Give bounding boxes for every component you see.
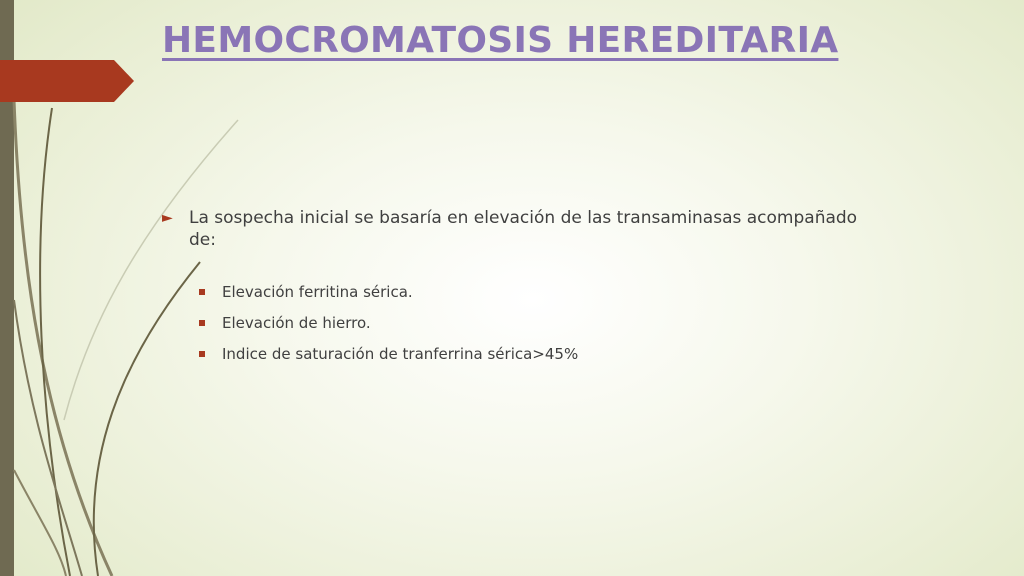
list-item	[162, 282, 862, 303]
list-item-text: Indice de saturación de tranferrina sérica>45%	[222, 345, 579, 363]
sub-bullet-list	[162, 282, 862, 365]
list-item-text: Elevación de hierro.	[222, 314, 371, 332]
square-bullet-icon	[199, 289, 205, 295]
slide-content	[162, 207, 862, 375]
list-item-text: Elevación ferritina sérica.	[222, 283, 413, 301]
arrow-bullet-icon: ►	[162, 210, 173, 226]
square-bullet-icon	[199, 351, 205, 357]
lead-bullet-point	[162, 207, 862, 251]
lead-text: La sospecha inicial se basaría en elevación de las transaminasas acompañado de:	[189, 208, 858, 250]
list-item	[162, 344, 862, 365]
square-bullet-icon	[199, 320, 205, 326]
list-item	[162, 313, 862, 334]
title-accent-tab	[0, 60, 134, 102]
slide-title: HEMOCROMATOSIS HEREDITARIA	[162, 20, 839, 61]
